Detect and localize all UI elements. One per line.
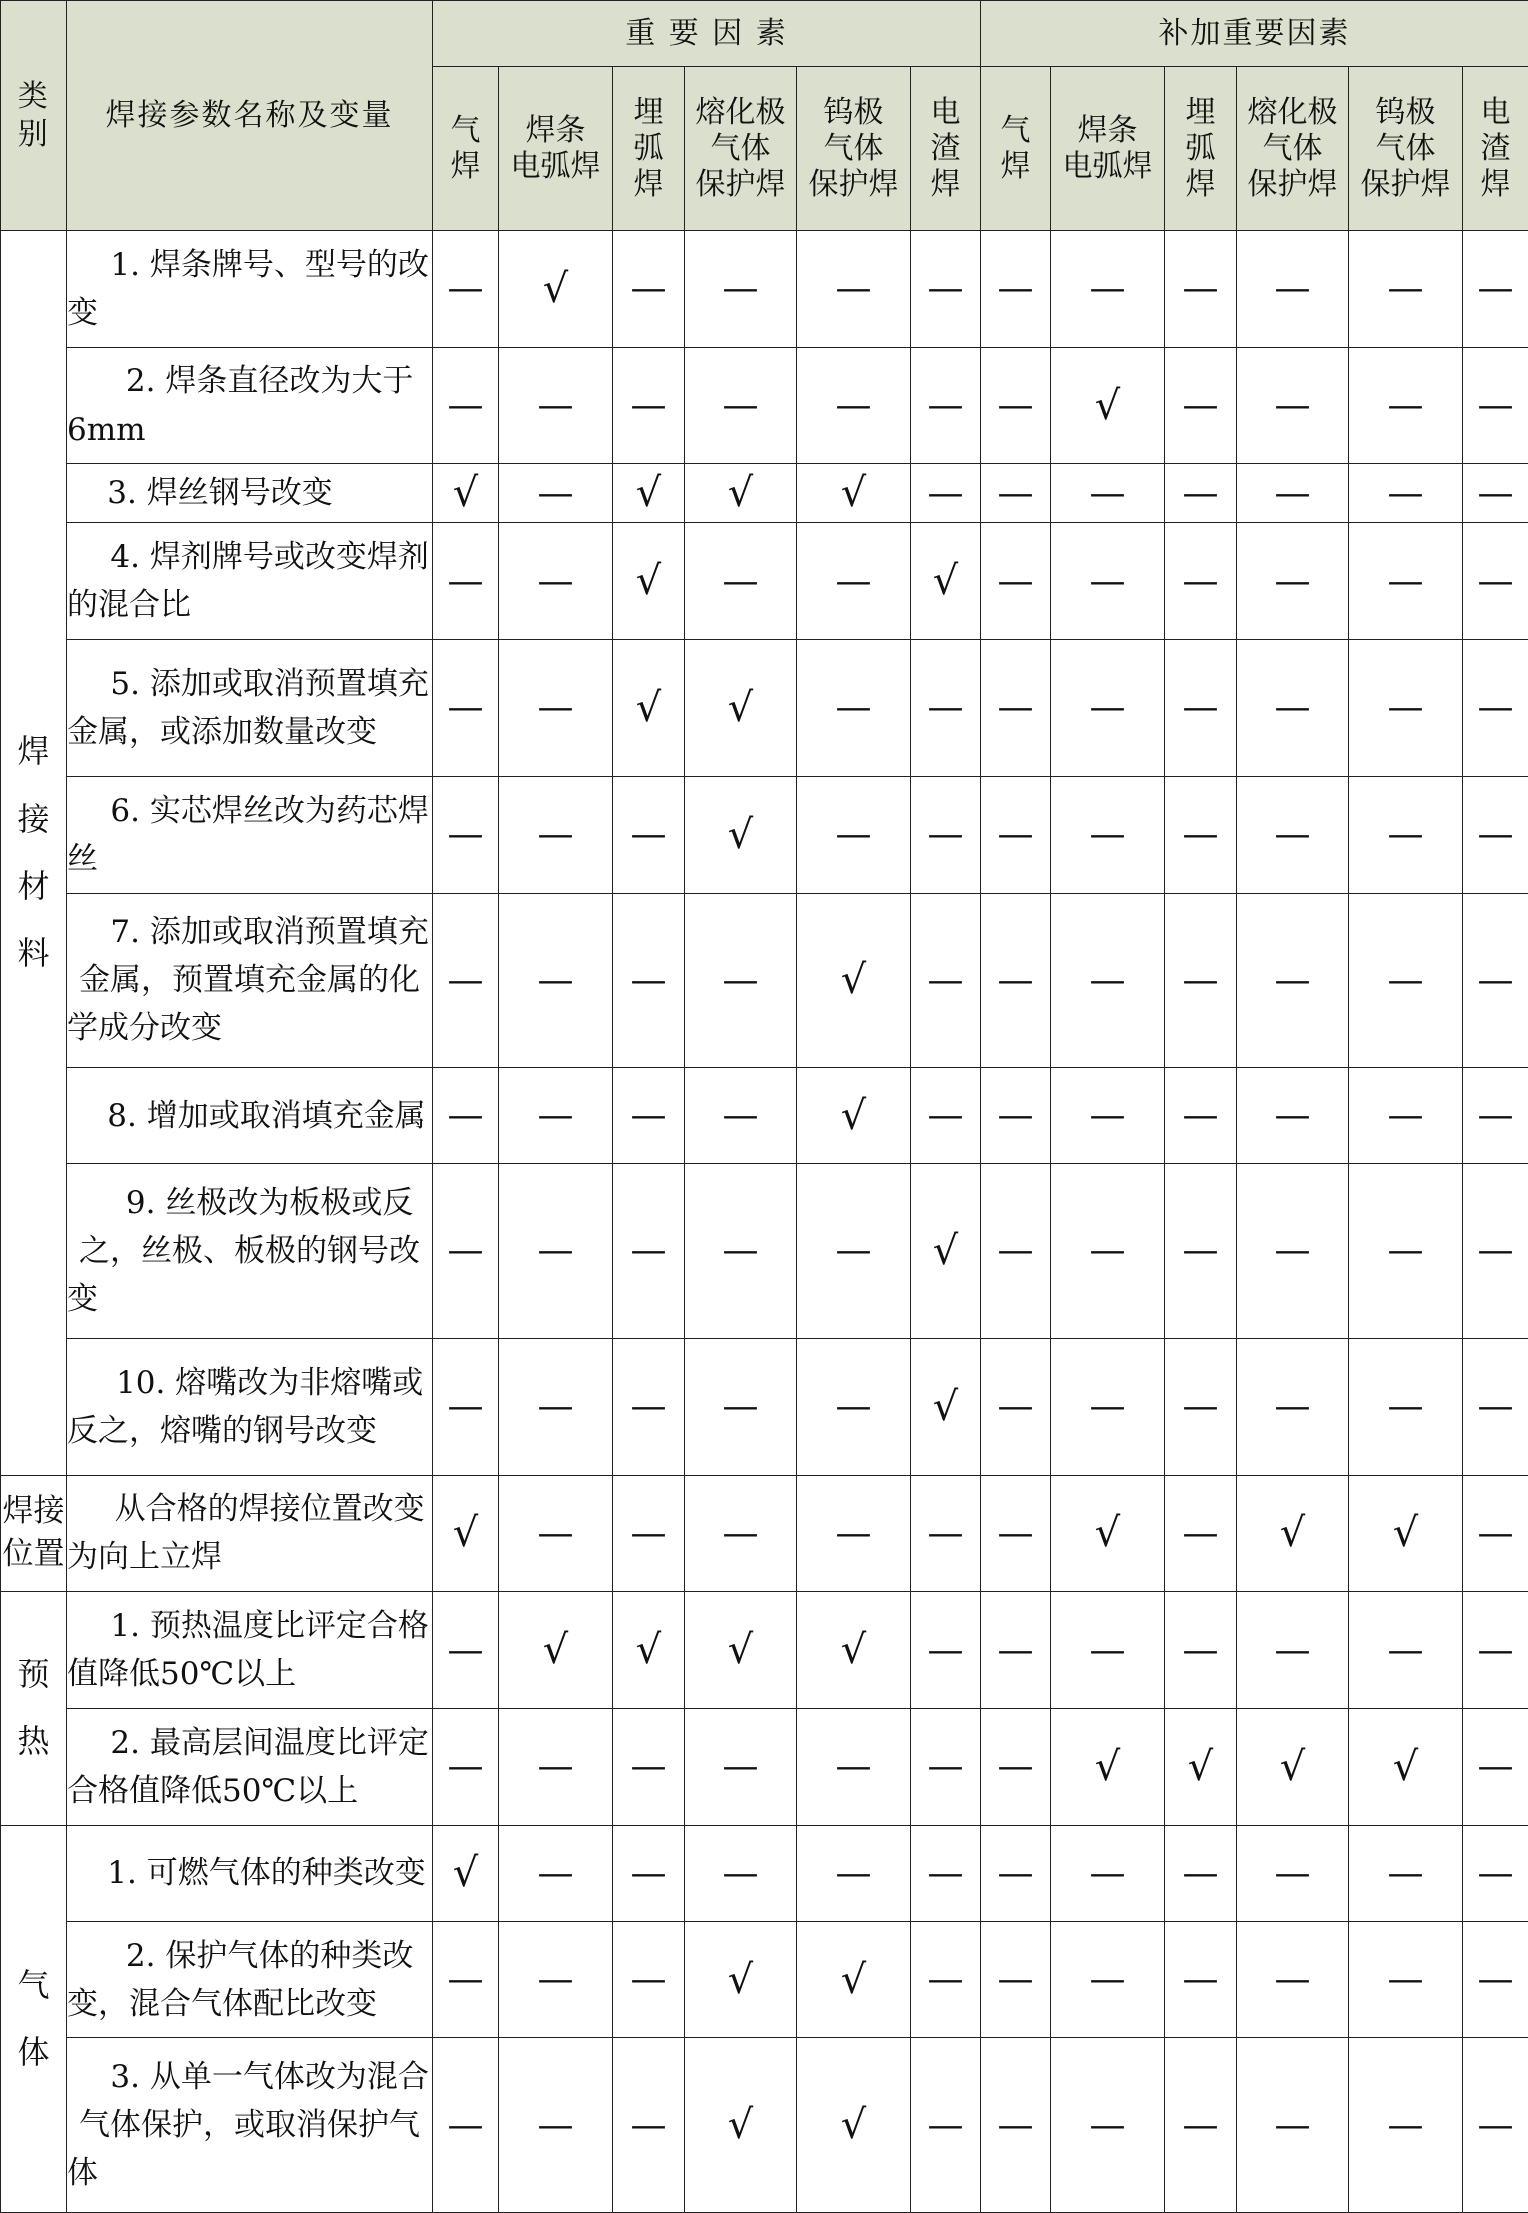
dash-mark: — bbox=[613, 776, 685, 893]
dash-mark: — bbox=[1165, 1475, 1237, 1592]
check-mark: √ bbox=[613, 464, 685, 523]
dash-mark: — bbox=[1051, 1592, 1165, 1709]
check-mark: √ bbox=[433, 464, 499, 523]
parameter-description: 8. 增加或取消填充金属 bbox=[67, 1068, 433, 1164]
dash-mark: — bbox=[797, 639, 911, 776]
dash-mark: — bbox=[433, 1921, 499, 2038]
parameter-description: 从合格的焊接位置改变为向上立焊 bbox=[67, 1475, 433, 1592]
dash-mark: — bbox=[1165, 1164, 1237, 1338]
dash-mark: — bbox=[433, 523, 499, 640]
parameter-description: 1. 焊条牌号、型号的改变 bbox=[67, 231, 433, 348]
check-mark: √ bbox=[911, 1338, 981, 1475]
dash-mark: — bbox=[685, 1068, 797, 1164]
header-group-important: 重 要 因 素 bbox=[433, 1, 981, 67]
dash-mark: — bbox=[1349, 464, 1463, 523]
dash-mark: — bbox=[499, 1475, 613, 1592]
dash-mark: — bbox=[1349, 523, 1463, 640]
dash-mark: — bbox=[981, 347, 1051, 464]
check-mark: √ bbox=[911, 1164, 981, 1338]
dash-mark: — bbox=[613, 1338, 685, 1475]
dash-mark: — bbox=[433, 639, 499, 776]
check-mark: √ bbox=[1237, 1708, 1349, 1825]
dash-mark: — bbox=[1349, 776, 1463, 893]
table-header bbox=[1, 1, 1528, 231]
category-label: 气体 bbox=[17, 1965, 50, 2071]
dash-mark: — bbox=[499, 893, 613, 1067]
dash-mark: — bbox=[1237, 776, 1349, 893]
header-process-smaw-important: 焊条 电弧焊 bbox=[499, 67, 613, 231]
dash-mark: — bbox=[797, 1475, 911, 1592]
check-mark: √ bbox=[797, 893, 911, 1067]
dash-mark: — bbox=[981, 1592, 1051, 1709]
dash-mark: — bbox=[685, 231, 797, 348]
header-group-supplementary: 补加重要因素 bbox=[981, 1, 1528, 67]
check-mark: √ bbox=[613, 523, 685, 640]
dash-mark: — bbox=[499, 639, 613, 776]
dash-mark: — bbox=[1237, 1825, 1349, 1921]
dash-mark: — bbox=[613, 1825, 685, 1921]
dash-mark: — bbox=[685, 347, 797, 464]
dash-mark: — bbox=[1051, 1338, 1165, 1475]
dash-mark: — bbox=[1051, 1921, 1165, 2038]
dash-mark: — bbox=[499, 523, 613, 640]
check-mark: √ bbox=[1051, 347, 1165, 464]
table-row bbox=[1, 776, 1528, 893]
dash-mark: — bbox=[1349, 2038, 1463, 2213]
check-mark: √ bbox=[1349, 1708, 1463, 1825]
table-row bbox=[1, 1825, 1528, 1921]
dash-mark: — bbox=[1463, 523, 1528, 640]
dash-mark: — bbox=[1237, 2038, 1349, 2213]
dash-mark: — bbox=[981, 1068, 1051, 1164]
dash-mark: — bbox=[499, 2038, 613, 2213]
dash-mark: — bbox=[1463, 1164, 1528, 1338]
header-category bbox=[1, 1, 67, 231]
dash-mark: — bbox=[1165, 1921, 1237, 2038]
dash-mark: — bbox=[433, 776, 499, 893]
table-row bbox=[1, 1475, 1528, 1592]
dash-mark: — bbox=[1349, 1592, 1463, 1709]
dash-mark: — bbox=[685, 1825, 797, 1921]
dash-mark: — bbox=[1165, 1825, 1237, 1921]
check-mark: √ bbox=[685, 2038, 797, 2213]
dash-mark: — bbox=[613, 347, 685, 464]
dash-mark: — bbox=[981, 639, 1051, 776]
dash-mark: — bbox=[1349, 639, 1463, 776]
header-process-saw-important: 埋 弧 焊 bbox=[613, 67, 685, 231]
dash-mark: — bbox=[499, 347, 613, 464]
table-row bbox=[1, 523, 1528, 640]
dash-mark: — bbox=[981, 523, 1051, 640]
dash-mark: — bbox=[1463, 231, 1528, 348]
category-preheat bbox=[1, 1592, 67, 1825]
dash-mark: — bbox=[981, 1475, 1051, 1592]
check-mark: √ bbox=[911, 523, 981, 640]
dash-mark: — bbox=[1349, 1068, 1463, 1164]
table-row bbox=[1, 231, 1528, 348]
dash-mark: — bbox=[685, 1164, 797, 1338]
dash-mark: — bbox=[1165, 639, 1237, 776]
header-process-saw-supplementary: 埋 弧 焊 bbox=[1165, 67, 1237, 231]
dash-mark: — bbox=[613, 1708, 685, 1825]
dash-mark: — bbox=[1051, 1825, 1165, 1921]
check-mark: √ bbox=[1051, 1708, 1165, 1825]
dash-mark: — bbox=[1165, 776, 1237, 893]
dash-mark: — bbox=[685, 1708, 797, 1825]
dash-mark: — bbox=[433, 1338, 499, 1475]
header-process-gtaw-supplementary: 钨极 气体 保护焊 bbox=[1349, 67, 1463, 231]
dash-mark: — bbox=[911, 2038, 981, 2213]
dash-mark: — bbox=[1237, 1921, 1349, 2038]
parameter-description: 1. 预热温度比评定合格值降低50℃以上 bbox=[67, 1592, 433, 1709]
check-mark: √ bbox=[685, 1592, 797, 1709]
dash-mark: — bbox=[433, 231, 499, 348]
check-mark: √ bbox=[1051, 1475, 1165, 1592]
dash-mark: — bbox=[685, 1475, 797, 1592]
dash-mark: — bbox=[797, 231, 911, 348]
dash-mark: — bbox=[433, 1708, 499, 1825]
header-process-smaw-supplementary: 焊条 电弧焊 bbox=[1051, 67, 1165, 231]
header-process-gmaw-important: 熔化极 气体 保护焊 bbox=[685, 67, 797, 231]
dash-mark: — bbox=[433, 347, 499, 464]
dash-mark: — bbox=[685, 893, 797, 1067]
dash-mark: — bbox=[613, 1921, 685, 2038]
dash-mark: — bbox=[433, 1164, 499, 1338]
check-mark: √ bbox=[685, 464, 797, 523]
check-mark: √ bbox=[685, 776, 797, 893]
dash-mark: — bbox=[499, 776, 613, 893]
dash-mark: — bbox=[613, 2038, 685, 2213]
check-mark: √ bbox=[685, 639, 797, 776]
table-row bbox=[1, 1068, 1528, 1164]
dash-mark: — bbox=[1463, 1338, 1528, 1475]
dash-mark: — bbox=[1051, 1068, 1165, 1164]
table-row bbox=[1, 1592, 1528, 1709]
dash-mark: — bbox=[1165, 1338, 1237, 1475]
dash-mark: — bbox=[1237, 523, 1349, 640]
dash-mark: — bbox=[1463, 464, 1528, 523]
dash-mark: — bbox=[499, 1068, 613, 1164]
check-mark: √ bbox=[433, 1825, 499, 1921]
dash-mark: — bbox=[981, 893, 1051, 1067]
dash-mark: — bbox=[1237, 347, 1349, 464]
table-row bbox=[1, 639, 1528, 776]
dash-mark: — bbox=[911, 347, 981, 464]
dash-mark: — bbox=[613, 1068, 685, 1164]
dash-mark: — bbox=[1051, 2038, 1165, 2213]
check-mark: √ bbox=[797, 1921, 911, 2038]
dash-mark: — bbox=[1349, 1164, 1463, 1338]
dash-mark: — bbox=[981, 1164, 1051, 1338]
dash-mark: — bbox=[797, 523, 911, 640]
dash-mark: — bbox=[613, 231, 685, 348]
check-mark: √ bbox=[797, 1068, 911, 1164]
dash-mark: — bbox=[1463, 347, 1528, 464]
dash-mark: — bbox=[1237, 639, 1349, 776]
dash-mark: — bbox=[433, 1068, 499, 1164]
dash-mark: — bbox=[499, 1825, 613, 1921]
dash-mark: — bbox=[911, 1708, 981, 1825]
dash-mark: — bbox=[797, 1708, 911, 1825]
dash-mark: — bbox=[1237, 1338, 1349, 1475]
dash-mark: — bbox=[981, 2038, 1051, 2213]
dash-mark: — bbox=[911, 1921, 981, 2038]
dash-mark: — bbox=[1051, 1164, 1165, 1338]
dash-mark: — bbox=[1463, 893, 1528, 1067]
dash-mark: — bbox=[911, 776, 981, 893]
category-label: 焊接材料 bbox=[17, 732, 50, 972]
check-mark: √ bbox=[499, 231, 613, 348]
dash-mark: — bbox=[1165, 523, 1237, 640]
parameter-description: 3. 焊丝钢号改变 bbox=[67, 464, 433, 523]
check-mark: √ bbox=[613, 639, 685, 776]
dash-mark: — bbox=[1463, 776, 1528, 893]
dash-mark: — bbox=[1463, 639, 1528, 776]
dash-mark: — bbox=[1237, 464, 1349, 523]
dash-mark: — bbox=[1349, 1338, 1463, 1475]
dash-mark: — bbox=[911, 639, 981, 776]
dash-mark: — bbox=[1349, 893, 1463, 1067]
dash-mark: — bbox=[1463, 1068, 1528, 1164]
dash-mark: — bbox=[797, 1825, 911, 1921]
check-mark: √ bbox=[613, 1592, 685, 1709]
parameter-description: 4. 焊剂牌号或改变焊剂的混合比 bbox=[67, 523, 433, 640]
dash-mark: — bbox=[1237, 1068, 1349, 1164]
header-param-name: 焊接参数名称及变量 bbox=[67, 1, 433, 231]
dash-mark: — bbox=[433, 1592, 499, 1709]
header-category-text: 类别 bbox=[17, 79, 50, 152]
dash-mark: — bbox=[911, 1592, 981, 1709]
dash-mark: — bbox=[981, 776, 1051, 893]
dash-mark: — bbox=[613, 893, 685, 1067]
dash-mark: — bbox=[1463, 2038, 1528, 2213]
dash-mark: — bbox=[981, 1708, 1051, 1825]
dash-mark: — bbox=[1237, 1164, 1349, 1338]
dash-mark: — bbox=[1463, 1921, 1528, 2038]
parameter-description: 9. 丝极改为板极或反之，丝极、板极的钢号改变 bbox=[67, 1164, 433, 1338]
dash-mark: — bbox=[911, 893, 981, 1067]
dash-mark: — bbox=[1463, 1708, 1528, 1825]
dash-mark: — bbox=[911, 1068, 981, 1164]
dash-mark: — bbox=[797, 347, 911, 464]
dash-mark: — bbox=[1349, 1921, 1463, 2038]
header-process-gas-welding-important: 气 焊 bbox=[433, 67, 499, 231]
dash-mark: — bbox=[499, 1921, 613, 2038]
dash-mark: — bbox=[911, 231, 981, 348]
dash-mark: — bbox=[499, 464, 613, 523]
dash-mark: — bbox=[1165, 464, 1237, 523]
header-process-esw-important: 电 渣 焊 bbox=[911, 67, 981, 231]
parameter-description: 10. 熔嘴改为非熔嘴或反之，熔嘴的钢号改变 bbox=[67, 1338, 433, 1475]
check-mark: √ bbox=[499, 1592, 613, 1709]
dash-mark: — bbox=[1463, 1475, 1528, 1592]
parameter-description: 6. 实芯焊丝改为药芯焊丝 bbox=[67, 776, 433, 893]
dash-mark: — bbox=[1165, 1592, 1237, 1709]
dash-mark: — bbox=[1165, 893, 1237, 1067]
table-row bbox=[1, 2038, 1528, 2213]
dash-mark: — bbox=[1051, 464, 1165, 523]
dash-mark: — bbox=[797, 1338, 911, 1475]
dash-mark: — bbox=[613, 1164, 685, 1338]
parameter-description: 7. 添加或取消预置填充金属，预置填充金属的化学成分改变 bbox=[67, 893, 433, 1067]
dash-mark: — bbox=[911, 1475, 981, 1592]
dash-mark: — bbox=[911, 464, 981, 523]
category-gas bbox=[1, 1825, 67, 2212]
dash-mark: — bbox=[685, 523, 797, 640]
table-row bbox=[1, 1708, 1528, 1825]
category-welding-position bbox=[1, 1475, 67, 1592]
parameter-description: 2. 焊条直径改为大于6mm bbox=[67, 347, 433, 464]
table-body bbox=[1, 231, 1528, 2213]
dash-mark: — bbox=[1463, 1592, 1528, 1709]
dash-mark: — bbox=[1349, 1825, 1463, 1921]
dash-mark: — bbox=[1463, 1825, 1528, 1921]
dash-mark: — bbox=[1165, 1068, 1237, 1164]
check-mark: √ bbox=[797, 2038, 911, 2213]
category-label: 预热 bbox=[17, 1655, 50, 1761]
dash-mark: — bbox=[981, 1921, 1051, 2038]
dash-mark: — bbox=[797, 776, 911, 893]
dash-mark: — bbox=[1349, 347, 1463, 464]
dash-mark: — bbox=[499, 1338, 613, 1475]
dash-mark: — bbox=[981, 1825, 1051, 1921]
table-row bbox=[1, 464, 1528, 523]
header-process-gmaw-supplementary: 熔化极 气体 保护焊 bbox=[1237, 67, 1349, 231]
dash-mark: — bbox=[981, 231, 1051, 348]
dash-mark: — bbox=[1237, 1592, 1349, 1709]
dash-mark: — bbox=[797, 1164, 911, 1338]
parameter-description: 1. 可燃气体的种类改变 bbox=[67, 1825, 433, 1921]
dash-mark: — bbox=[499, 1708, 613, 1825]
dash-mark: — bbox=[1051, 231, 1165, 348]
check-mark: √ bbox=[1237, 1475, 1349, 1592]
dash-mark: — bbox=[433, 2038, 499, 2213]
check-mark: √ bbox=[797, 1592, 911, 1709]
table-row bbox=[1, 1164, 1528, 1338]
category-label: 焊接位置 bbox=[2, 1493, 65, 1573]
dash-mark: — bbox=[1165, 347, 1237, 464]
dash-mark: — bbox=[1237, 893, 1349, 1067]
check-mark: √ bbox=[1349, 1475, 1463, 1592]
table-row bbox=[1, 347, 1528, 464]
parameter-description: 2. 最高层间温度比评定合格值降低50℃以上 bbox=[67, 1708, 433, 1825]
header-process-gas-welding-supplementary: 气 焊 bbox=[981, 67, 1051, 231]
table-row bbox=[1, 1921, 1528, 2038]
parameter-description: 2. 保护气体的种类改变，混合气体配比改变 bbox=[67, 1921, 433, 2038]
dash-mark: — bbox=[499, 1164, 613, 1338]
dash-mark: — bbox=[613, 1475, 685, 1592]
dash-mark: — bbox=[1165, 231, 1237, 348]
check-mark: √ bbox=[433, 1475, 499, 1592]
dash-mark: — bbox=[1051, 523, 1165, 640]
dash-mark: — bbox=[1165, 2038, 1237, 2213]
dash-mark: — bbox=[1051, 893, 1165, 1067]
check-mark: √ bbox=[797, 464, 911, 523]
dash-mark: — bbox=[433, 893, 499, 1067]
dash-mark: — bbox=[1349, 231, 1463, 348]
header-process-gtaw-important: 钨极 气体 保护焊 bbox=[797, 67, 911, 231]
check-mark: √ bbox=[685, 1921, 797, 2038]
parameter-description: 5. 添加或取消预置填充金属，或添加数量改变 bbox=[67, 639, 433, 776]
category-welding-materials bbox=[1, 231, 67, 1476]
dash-mark: — bbox=[1237, 231, 1349, 348]
check-mark: √ bbox=[1165, 1708, 1237, 1825]
dash-mark: — bbox=[981, 1338, 1051, 1475]
dash-mark: — bbox=[1051, 639, 1165, 776]
parameter-description: 3. 从单一气体改为混合气体保护，或取消保护气体 bbox=[67, 2038, 433, 2213]
dash-mark: — bbox=[1051, 776, 1165, 893]
header-process-esw-supplementary: 电 渣 焊 bbox=[1463, 67, 1528, 231]
table-row bbox=[1, 893, 1528, 1067]
dash-mark: — bbox=[685, 1338, 797, 1475]
dash-mark: — bbox=[911, 1825, 981, 1921]
table-row bbox=[1, 1338, 1528, 1475]
dash-mark: — bbox=[981, 464, 1051, 523]
